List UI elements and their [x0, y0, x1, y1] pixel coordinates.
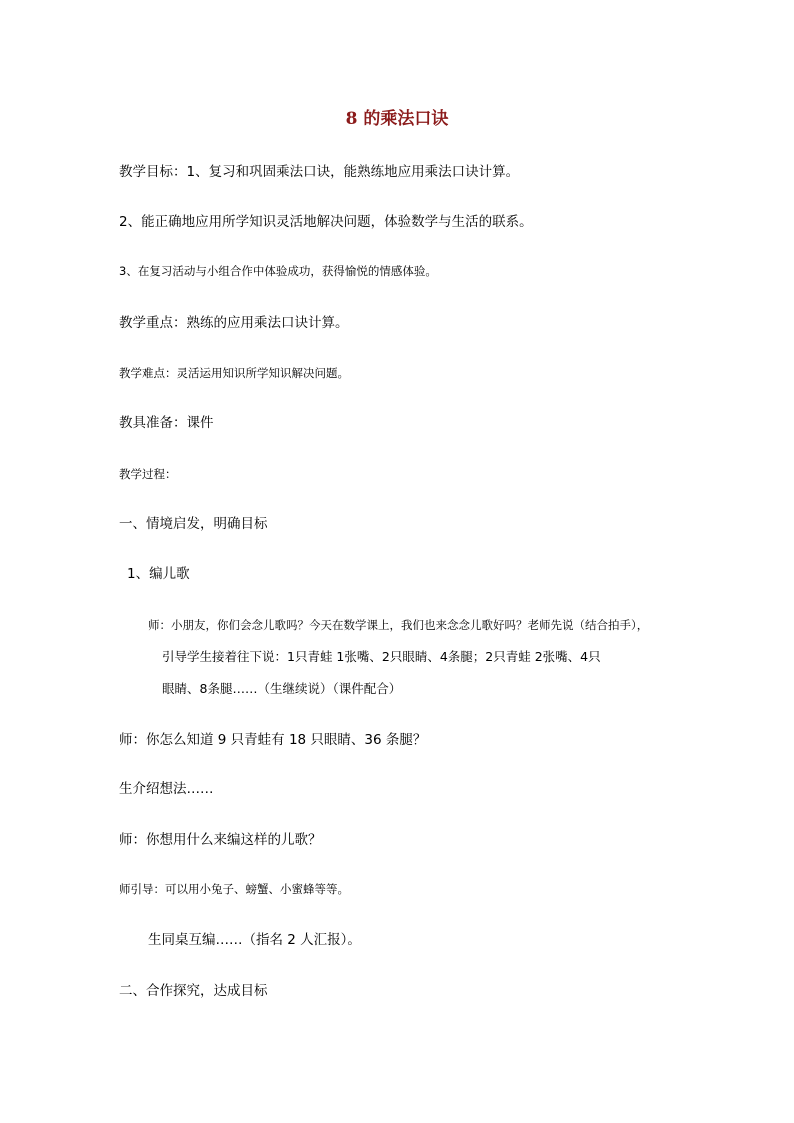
- teaching-goal-line-3: 3、在复习活动与小组合作中体验成功，获得愉悦的情感体验。: [119, 264, 437, 278]
- teacher-line-2: 引导学生接着往下说：1只青蛙 1张嘴、2只眼睛、4条腿；2只青蛙 2张嘴、4只: [162, 649, 601, 664]
- teacher-guide-line: 师引导：可以用小兔子、螃蟹、小蜜蜂等等。: [119, 882, 349, 896]
- subsection-1-heading: 1、编儿歌: [127, 566, 190, 582]
- teaching-goal-line-2: 2、能正确地应用所学知识灵活地解决问题，体验数学与生活的联系。: [119, 214, 533, 230]
- teaching-focus-line: 教学重点：熟练的应用乘法口诀计算。: [119, 315, 349, 331]
- teacher-question-line: 师：你怎么知道 9 只青蛙有 18 只眼睛、36 条腿？: [119, 732, 427, 748]
- section-2-heading: 二、合作探究，达成目标: [119, 983, 268, 999]
- teacher-question-line-2: 师：你想用什么来编这样的儿歌？: [119, 832, 322, 848]
- teaching-tools-line: 教具准备：课件: [119, 415, 214, 431]
- teacher-line-3: 眼睛、8条腿……（生继续说）（课件配合）: [162, 681, 402, 696]
- teacher-line-1: 师：小朋友，你们会念儿歌吗？今天在数学课上，我们也来念念儿歌好吗？老师先说（结合拍手），: [148, 618, 649, 632]
- teaching-difficulty-line: 教学难点：灵活运用知识所学知识解决问题。: [119, 366, 349, 380]
- teaching-goal-line-1: 教学目标：1、复习和巩固乘法口诀，能熟练地应用乘法口诀计算。: [119, 164, 520, 180]
- student-line-2: 生同桌互编……（指名 2 人汇报）。: [148, 932, 361, 948]
- teaching-process-heading: 教学过程：: [119, 467, 177, 481]
- student-line-1: 生介绍想法……: [119, 781, 214, 797]
- document-title: 8 的乘法口诀: [345, 109, 449, 129]
- section-1-heading: 一、情境启发，明确目标: [119, 516, 268, 532]
